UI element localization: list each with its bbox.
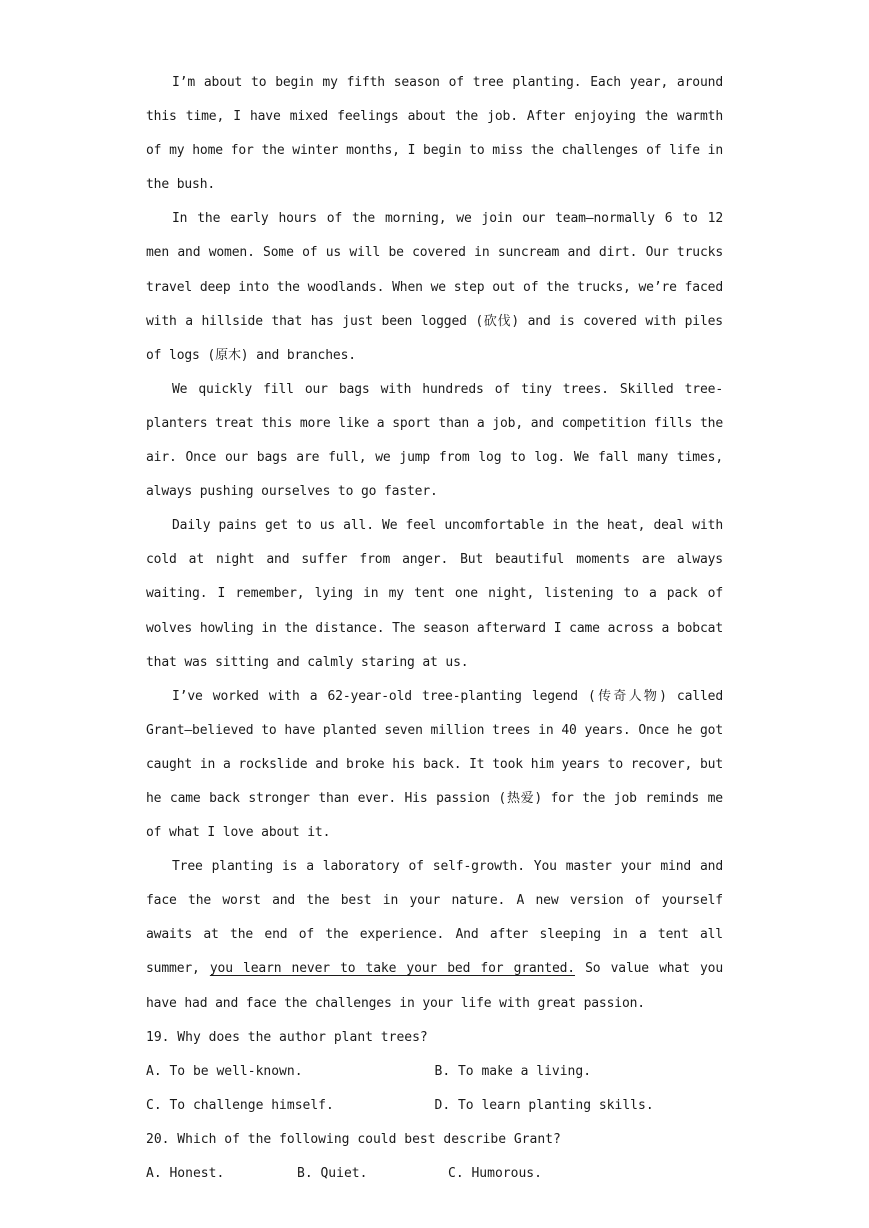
paragraph-6 bbox=[146, 850, 723, 1020]
paragraph-4: Daily pains get to us all. We feel uncomfortable in the heat, deal with cold at night and suffer from anger. But beautiful moments are always waiting. I remember, lying in my tent one night, listening to a pack of wolves howling in the distance. The season afterward I came across a bobcat that was sitting and calmly staring at us. bbox=[146, 518, 723, 670]
document-page bbox=[146, 66, 723, 1191]
question-20-option-b: B. Quiet. bbox=[297, 1166, 368, 1181]
paragraph-1: I’m about to begin my fifth season of tree planting. Each year, around this time, I have mixed feelings about the job. After enjoying the warmth of my home for the winter months, I begin to miss the challenges of life in the bush. bbox=[146, 75, 723, 193]
underlined-phrase: you learn never to take your bed for granted. bbox=[209, 961, 575, 977]
question-19-option-c: C. To challenge himself. bbox=[146, 1097, 334, 1113]
question-19-option-d: D. To learn planting skills. bbox=[434, 1097, 654, 1113]
paragraph-6-text-before: Tree planting is a laboratory of self-growth. You master your mind and face the worst and the best in your nature. A new version of yourself awaits at the end of the experience. And after sleeping in a tent all summer, bbox=[146, 859, 723, 977]
question-19-options-row-1 bbox=[146, 1055, 723, 1089]
question-19-stem: 19. Why does the author plant trees? bbox=[146, 1029, 428, 1045]
question-20-option-a: A. Honest. bbox=[146, 1166, 225, 1181]
question-19-option-a: A. To be well-known. bbox=[146, 1063, 303, 1079]
question-20-option-c: C. Humorous. bbox=[448, 1166, 542, 1181]
question-19-option-b: B. To make a living. bbox=[434, 1063, 592, 1079]
paragraph-5: I’ve worked with a 62-year-old tree-planting legend (传奇人物) called Grant—believed to have planted seven million trees in 40 years. Once he got caught in a rockslide and broke his back. It took him years to recover, but he came back stronger than ever. His passion (热爱) for the job reminds me of what I love about it. bbox=[146, 688, 723, 841]
paragraph-2: In the early hours of the morning, we join our team—normally 6 to 12 men and women. Some of us will be covered in suncream and dirt. Our trucks travel deep into the woodlands. When we step out of the trucks, we’re faced with a hillside that has just been logged (砍伐) and is covered with piles of logs (原木) and branches. bbox=[146, 211, 723, 363]
question-20-options-row bbox=[146, 1157, 723, 1191]
paragraph-3: We quickly fill our bags with hundreds of tiny trees. Skilled tree-planters treat this more like a sport than a job, and competition fills the air. Once our bags are full, we jump from log to log. We fall many times, always pushing ourselves to go faster. bbox=[146, 381, 723, 500]
question-20-stem: 20. Which of the following could best describe Grant? bbox=[146, 1131, 561, 1147]
paragraph-6-text-after: So value what you have had and face the challenges in your life with great passion. bbox=[146, 961, 723, 1011]
question-19-options-row-2 bbox=[146, 1089, 723, 1123]
